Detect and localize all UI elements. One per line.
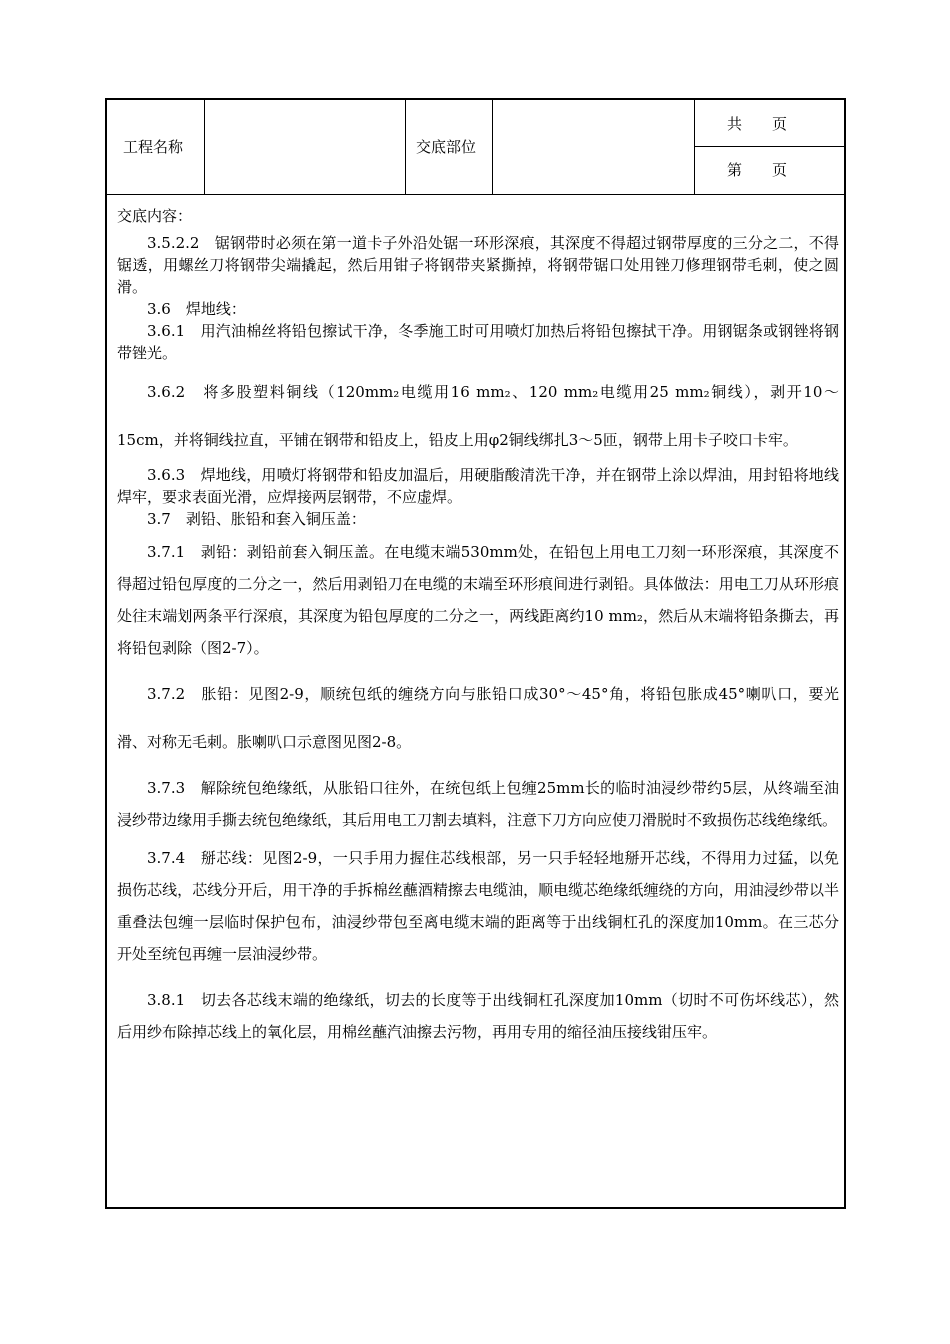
location-label: 交底部位	[416, 138, 477, 156]
content-heading: 交底内容：	[117, 207, 193, 225]
form-header	[107, 100, 844, 195]
section-3-6: 3.6 焊地线：	[147, 300, 246, 318]
paragraph-3-7-3: 3.7.3 解除统包绝缘纸，从胀铅口往外，在统包纸上包缠25mm长的临时油浸纱带约5层，从终端至油浸纱带边缘用手撕去统包绝缘纸，其后用电工刀割去填料，注意下刀方向应使刀滑脱时不致损伤芯线绝缘纸。	[117, 779, 839, 829]
paragraph-3-6-3: 3.6.3 焊地线，用喷灯将钢带和铅皮加温后，用硬脂酸清洗干净，并在钢带上涂以焊油，用封铅将地线焊牢，要求表面光滑，应焊接两层钢带，不应虚焊。	[117, 466, 839, 506]
total-pages: 共 页	[727, 115, 788, 133]
divider	[405, 100, 406, 194]
divider	[694, 146, 844, 147]
project-name-label: 工程名称	[123, 138, 184, 156]
paragraph-3-6-1: 3.6.1 用汽油棉丝将铅包擦试干净，冬季施工时可用喷灯加热后将铅包擦拭干净。用钢锯条或钢锉将钢带锉光。	[117, 322, 839, 362]
section-3-7: 3.7 剥铅、胀铅和套入铜压盖：	[147, 510, 366, 528]
content-body	[117, 205, 839, 1048]
paragraph-3-7-1: 3.7.1 剥铅：剥铅前套入铜压盖。在电缆末端530mm处，在铅包上用电工刀刻一环形深痕，其深度不得超过铅包厚度的二分之一，然后用剥铅刀在电缆的末端至环形痕间进行剥铅。具体做法：用电工刀从环形痕处往末端划两条平行深痕，其深度为铅包厚度的二分之一，两线距离约10 mm₂，然后从末端将铅条撕去，再将铅包剥除（图2-7）。	[117, 543, 839, 657]
paragraph-3-7-4: 3.7.4 掰芯线：见图2-9，一只手用力握住芯线根部，另一只手轻轻地掰开芯线，不得用力过猛，以免损伤芯线，芯线分开后，用干净的手拆棉丝蘸酒精擦去电缆油，顺电缆芯绝缘纸缠绕的方向，用油浸纱带以半重叠法包缠一层临时保护包布，油浸纱带包至离电缆末端的距离等于出线铜杠孔的深度加10mm。在三芯分开处至统包再缠一层油浸纱带。	[117, 849, 839, 963]
divider	[694, 100, 695, 194]
page-number: 第 页	[727, 161, 788, 179]
paragraph-3-5-2-2: 3.5.2.2 锯钢带时必须在第一道卡子外沿处锯一环形深痕，其深度不得超过钢带厚度的三分之二，不得锯透，用螺丝刀将钢带尖端撬起，然后用钳子将钢带夹紧撕掉，将钢带锯口处用锉刀修理钢带毛刺，使之圆滑。	[117, 234, 839, 296]
divider	[492, 100, 493, 194]
divider	[204, 100, 205, 194]
paragraph-3-6-2: 3.6.2 将多股塑料铜线（120mm₂电缆用16 mm₂、120 mm₂电缆用25 mm₂铜线），剥开10～15cm，并将铜线拉直，平铺在钢带和铅皮上，铅皮上用φ2铜线绑扎3～5匝，钢带上用卡子咬口卡牢。	[117, 383, 839, 449]
paragraph-3-7-2: 3.7.2 胀铅：见图2-9，顺统包纸的缠绕方向与胀铅口成30°～45°角，将铅包胀成45°喇叭口，要光滑、对称无毛刺。胀喇叭口示意图见图2-8。	[117, 685, 839, 751]
disclosure-form	[105, 98, 846, 1209]
paragraph-3-8-1: 3.8.1 切去各芯线末端的绝缘纸，切去的长度等于出线铜杠孔深度加10mm（切时不可伤坏线芯），然后用纱布除掉芯线上的氧化层，用棉丝蘸汽油擦去污物，再用专用的缩径油压接线钳压牢。	[117, 991, 839, 1041]
